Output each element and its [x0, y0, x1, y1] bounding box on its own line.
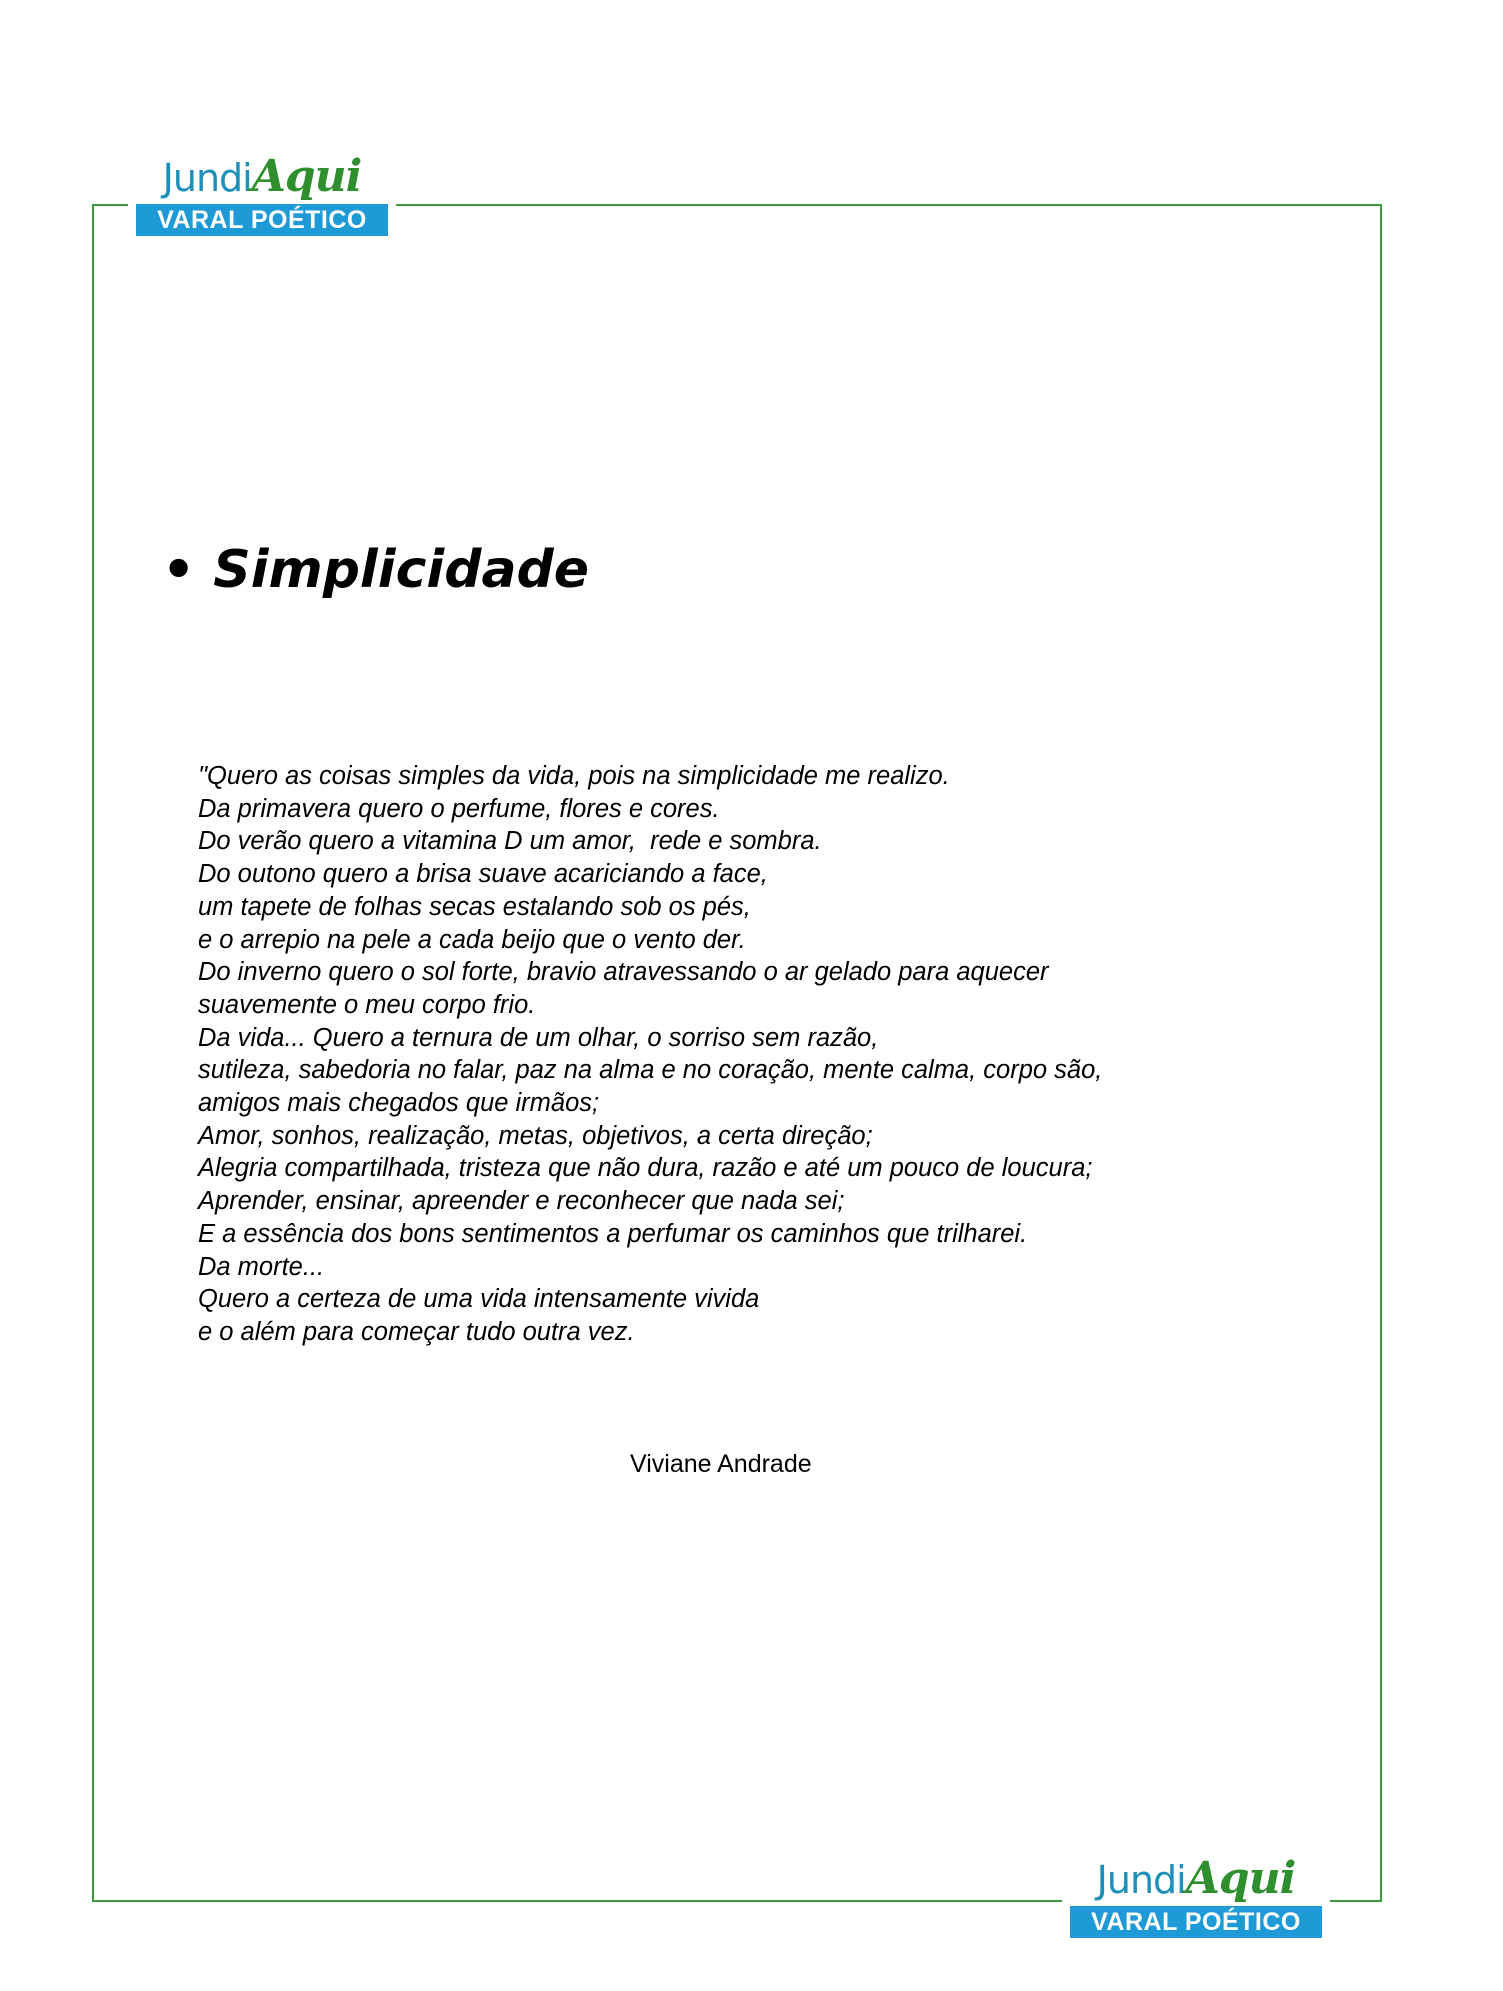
poem-line: um tapete de folhas secas estalando sob os pés,: [198, 892, 751, 921]
poem-line: Amor, sonhos, realização, metas, objetivos, a certa direção;: [198, 1121, 873, 1150]
header-logo-tagline: VARAL POÉTICO: [136, 204, 388, 236]
title-bullet: •: [162, 540, 196, 600]
poem-line: Da morte...: [198, 1252, 325, 1281]
poem-line: amigos mais chegados que irmãos;: [198, 1089, 600, 1118]
header-logo-brand-part2: Aqui: [251, 151, 362, 202]
footer-logo: [1062, 1852, 1330, 1938]
footer-logo-brand-part1: Jundi: [1096, 1858, 1186, 1902]
footer-logo-wordmark: [1070, 1852, 1322, 1906]
poem-line: sutileza, sabedoria no falar, paz na alma e no coração, mente calma, corpo são,: [198, 1056, 1103, 1085]
header-logo-wordmark: [136, 150, 388, 204]
footer-logo-brand-part2: Aqui: [1185, 1853, 1296, 1904]
poem-line: Do outono quero a brisa suave acariciando a face,: [198, 860, 768, 889]
poem-line: Do verão quero a vitamina D um amor, rede e sombra.: [198, 827, 822, 856]
footer-logo-tagline: VARAL POÉTICO: [1070, 1906, 1322, 1938]
poem-body: [198, 760, 1318, 1349]
poem-line: "Quero as coisas simples da vida, pois na simplicidade me realizo.: [198, 762, 950, 790]
poem-line: e o além para começar tudo outra vez.: [198, 1317, 635, 1346]
poem-line: e o arrepio na pele a cada beijo que o vento der.: [198, 925, 746, 954]
poem-line: Do inverno quero o sol forte, bravio atravessando o ar gelado para aquecer: [198, 958, 1049, 987]
poem-line: Aprender, ensinar, apreender e reconhecer que nada sei;: [198, 1187, 845, 1216]
poem-line: Da vida... Quero a ternura de um olhar, o sorriso sem razão,: [198, 1023, 879, 1052]
author-name: Viviane Andrade: [630, 1450, 812, 1478]
poem-line: Quero a certeza de uma vida intensamente vivida: [198, 1285, 760, 1314]
poem-title: [162, 540, 589, 600]
poem-line: suavemente o meu corpo frio.: [198, 990, 536, 1019]
title-text: Simplicidade: [213, 540, 590, 600]
poem-line: Da primavera quero o perfume, flores e cores.: [198, 794, 720, 823]
poem-line: E a essência dos bons sentimentos a perfumar os caminhos que trilharei.: [198, 1219, 1028, 1248]
header-logo: [128, 150, 396, 236]
header-logo-brand-part1: Jundi: [162, 156, 252, 200]
poem-line: Alegria compartilhada, tristeza que não dura, razão e até um pouco de loucura;: [198, 1154, 1093, 1183]
